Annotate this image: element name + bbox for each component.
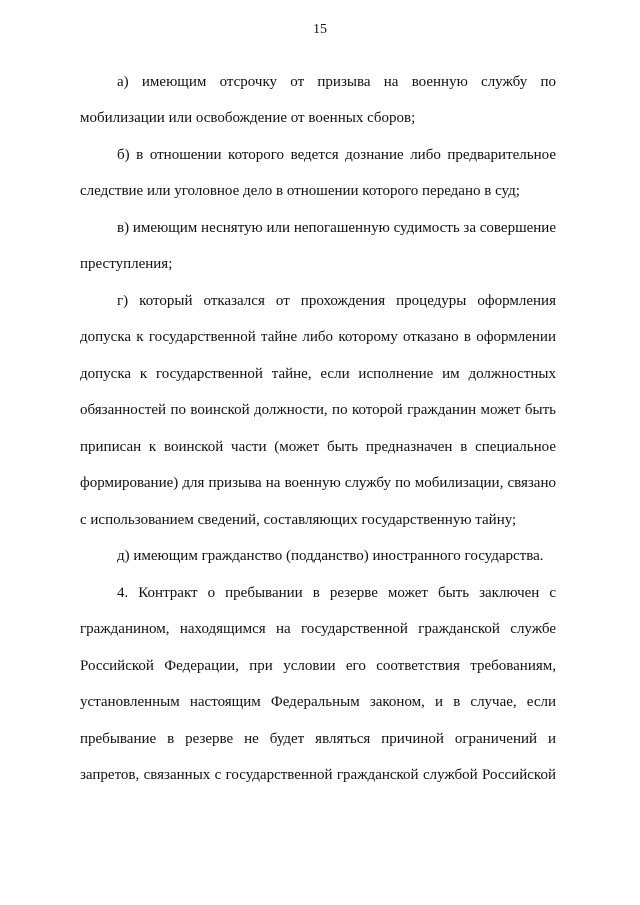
paragraph-g-line-1: г) который отказался от прохождения процедуры оформления (117, 293, 556, 309)
paragraph-4-line-6: запретов, связанных с государственной гражданской службой Российской (80, 767, 556, 783)
paragraph-b-line-1: б) в отношении которого ведется дознание либо предварительное (117, 147, 556, 163)
paragraph-g-line-4: обязанностей по воинской должности, по которой гражданин может быть (80, 402, 556, 418)
paragraph-4-line-3: Российской Федерации, при условии его соответствия требованиям, (80, 658, 556, 674)
paragraph-v-line-1: в) имеющим неснятую или непогашенную судимость за совершение (117, 220, 556, 236)
paragraph-4-line-4: установленным настоящим Федеральным законом, и в случае, если (80, 694, 556, 710)
paragraph-g-line-2: допуска к государственной тайне либо которому отказано в оформлении (80, 329, 556, 345)
paragraph-4-line-1: 4. Контракт о пребывании в резерве может быть заключен с (117, 585, 556, 601)
paragraph-g-line-5: приписан к воинской части (может быть предназначен в специальное (80, 439, 556, 455)
paragraph-g-line-6: формирование) для призыва на военную службу по мобилизации, связано (80, 475, 556, 491)
paragraph-4-line-5: пребывание в резерве не будет являться причиной ограничений и (80, 731, 556, 747)
paragraph-4-line-2: гражданином, находящимся на государственной гражданской службе (80, 621, 556, 637)
paragraph-d-line-1: д) имеющим гражданство (подданство) иностранного государства. (117, 548, 544, 564)
page-number: 15 (313, 22, 327, 37)
paragraph-v-line-2: преступления; (80, 256, 173, 272)
paragraph-g-line-3: допуска к государственной тайне, если исполнение им должностных (80, 366, 556, 382)
paragraph-a-line-2: мобилизации или освобождение от военных сборов; (80, 110, 416, 126)
paragraph-a-line-1: а) имеющим отсрочку от призыва на военную службу по (117, 74, 556, 90)
paragraph-b-line-2: следствие или уголовное дело в отношении которого передано в суд; (80, 183, 520, 199)
paragraph-g-line-7: с использованием сведений, составляющих государственную тайну; (80, 512, 517, 528)
